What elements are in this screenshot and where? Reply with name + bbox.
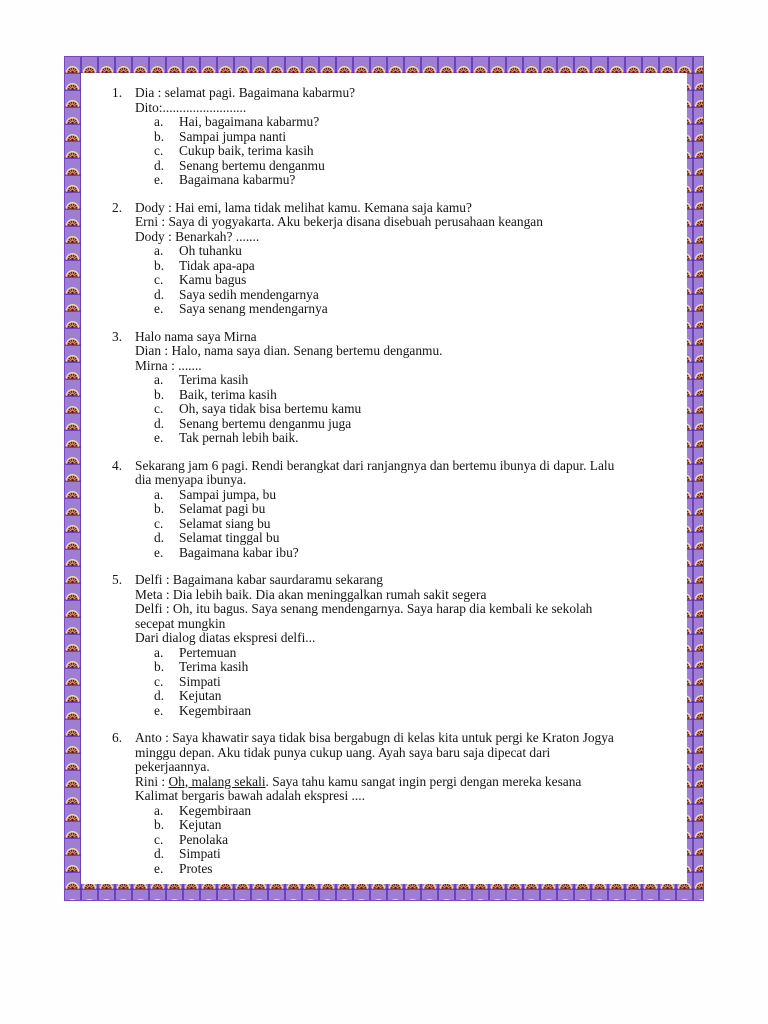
question-body [135,459,681,561]
option-row [154,244,681,259]
option-letter: a. [154,644,164,660]
option-letter: d. [154,415,165,431]
option-row [154,847,681,862]
option-row [154,862,681,877]
option-text: Sampai jumpa, bu [179,486,277,502]
stem-line: Dito:......................... [135,99,247,115]
options-list [135,373,681,446]
option-letter: d. [154,530,165,545]
option-row [154,373,681,388]
stem-line: minggu depan. Aku tidak punya cukup uang. Ayah saya baru saja dipecat dari [135,744,551,760]
question-number: 2. [112,199,123,215]
option-letter: a. [154,486,164,502]
option-letter: c. [154,673,164,689]
stem-line: Dia : selamat pagi. Bagaimana kabarmu? [135,85,356,100]
stem-line: Delfi : Oh, itu bagus. Saya senang mendengarnya. Saya harap dia kembali ke sekolah [135,601,593,616]
question-block-4 [112,459,681,561]
option-letter: d. [154,688,165,703]
option-letter: b. [154,501,165,516]
option-row [154,388,681,403]
option-letter: c. [154,143,164,158]
stem-line: Kalimat bergaris bawah adalah ekspresi .... [135,788,365,803]
question-number: 4. [112,457,123,473]
option-text: Saya sedih mendengarnya [179,286,319,302]
question-body [135,86,681,188]
stem-line: Delfi : Bagaimana kabar saurdaramu sekarang [135,572,383,587]
option-text: Tak pernah lebih baik. [179,430,299,445]
question-body [135,330,681,446]
option-letter: b. [154,128,165,144]
option-row [154,502,681,517]
options-list [135,115,681,188]
options-list [135,488,681,561]
stem-line: Erni : Saya di yogyakarta. Aku bekerja disana disebuah perusahaan keangan [135,214,543,229]
option-text: Kamu bagus [179,272,247,287]
options-list [135,804,681,877]
question-block-1 [112,86,681,188]
question-body [135,573,681,718]
option-text: Baik, terima kasih [179,386,277,402]
stem-line: pekerjaannya. [135,759,210,774]
option-text: Simpati [179,846,221,861]
stem-line: Halo nama saya Mirna [135,328,257,344]
option-letter: b. [154,817,165,832]
option-text: Tidak apa-apa [179,257,255,273]
option-text: Hai, bagaimana kabarmu? [179,114,320,129]
option-row [154,159,681,174]
option-letter: e. [154,860,164,876]
option-text: Sampai jumpa nanti [179,128,287,144]
question-block-6 [112,731,681,876]
option-text: Pertemuan [179,644,237,660]
options-list [135,646,681,719]
option-row [154,273,681,288]
option-text: Kegembiraan [179,702,252,718]
option-letter: a. [154,802,164,818]
option-text: Selamat pagi bu [179,501,266,516]
option-row [154,833,681,848]
option-letter: e. [154,544,164,560]
option-row [154,546,681,561]
option-row [154,517,681,532]
option-text: Senang bertemu denganmu [179,157,325,173]
question-number: 3. [112,328,123,344]
option-row [154,488,681,503]
underlined-phrase: Oh, malang sekali [168,773,266,789]
question-body [135,201,681,317]
option-row [154,704,681,719]
worksheet-page [64,56,704,901]
option-row [154,288,681,303]
option-letter: e. [154,702,164,718]
option-letter: d. [154,286,165,302]
rini-suffix: . Saya tahu kamu sangat ingin pergi dengan mereka kesana [265,773,582,789]
option-letter: c. [154,515,164,531]
question-number: 5. [112,572,123,587]
option-letter: a. [154,372,164,387]
option-row [154,173,681,188]
question-number: 6. [112,730,123,745]
option-text: Selamat siang bu [179,515,271,531]
option-letter: c. [154,272,164,287]
stem-line: Dody : Benarkah? ....... [135,228,260,244]
question-block-5 [112,573,681,718]
stem-line: Meta : Dia lebih baik. Dia akan meninggalkan rumah sakit segera [135,586,487,602]
stem-line: Mirna : ....... [135,357,202,373]
option-text: Oh tuhanku [179,243,242,258]
option-text: Cukup baik, terima kasih [179,143,314,158]
option-text: Terima kasih [179,659,249,674]
option-letter: e. [154,430,164,445]
option-letter: a. [154,243,164,258]
option-text: Kejutan [179,688,222,703]
option-row [154,431,681,446]
option-letter: d. [154,846,165,861]
stem-line: Sekarang jam 6 pagi. Rendi berangkat dari ranjangnya dan bertemu ibunya di dapur. Lalu [135,457,615,473]
stem-line: Dody : Hai emi, lama tidak melihat kamu. Kemana saja kamu? [135,199,472,215]
option-row [154,417,681,432]
option-letter: b. [154,386,165,402]
stem-line: Dari dialog diatas ekspresi delfi... [135,630,316,645]
option-row [154,115,681,130]
option-letter: a. [154,114,164,129]
option-text: Protes [179,860,213,876]
option-row [154,818,681,833]
option-text: Penolaka [179,831,229,847]
option-text: Bagaimana kabarmu? [179,172,296,187]
option-row [154,689,681,704]
option-letter: e. [154,172,164,187]
option-letter: b. [154,659,165,674]
option-row [154,259,681,274]
stem-line: Dian : Halo, nama saya dian. Senang bertemu denganmu. [135,343,443,358]
option-row [154,144,681,159]
option-text: Selamat tinggal bu [179,530,280,545]
quiz-content [81,73,687,884]
stem-line: secepat mungkin [135,615,226,631]
question-number: 1. [112,85,123,100]
option-text: Bagaimana kabar ibu? [179,544,299,560]
option-text: Saya senang mendengarnya [179,301,328,316]
stem-line: dia menyapa ibunya. [135,472,247,487]
stem-line: Anto : Saya khawatir saya tidak bisa bergabugn di kelas kita untuk pergi ke Kraton Jogya [135,730,614,745]
option-row [154,402,681,417]
stem-line-rini [135,775,681,790]
option-letter: b. [154,257,165,273]
option-row [154,660,681,675]
option-letter: c. [154,831,164,847]
option-row [154,531,681,546]
question-block-2 [112,201,681,317]
rini-prefix: Rini : [135,773,169,789]
options-list [135,244,681,317]
option-text: Senang bertemu denganmu juga [179,415,352,431]
option-text: Kejutan [179,817,222,832]
option-text: Simpati [179,673,221,689]
question-block-3 [112,330,681,446]
option-letter: e. [154,301,164,316]
question-body [135,731,681,876]
option-text: Oh, saya tidak bisa bertemu kamu [179,401,362,416]
option-row [154,804,681,819]
option-row [154,302,681,317]
option-row [154,130,681,145]
option-row [154,646,681,661]
option-text: Kegembiraan [179,802,252,818]
option-row [154,675,681,690]
option-text: Terima kasih [179,372,249,387]
option-letter: c. [154,401,164,416]
option-letter: d. [154,157,165,173]
